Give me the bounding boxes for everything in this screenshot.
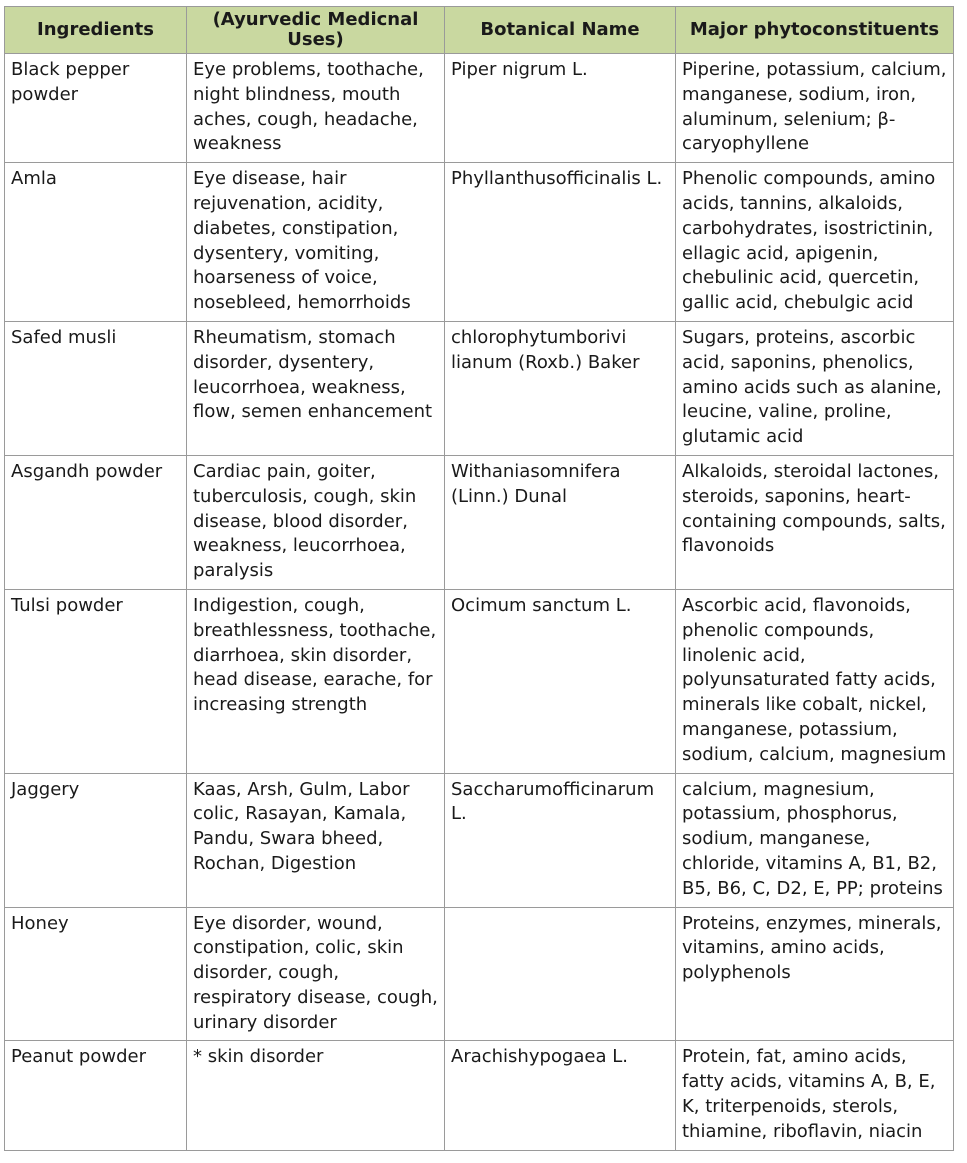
table-row: [5, 54, 954, 163]
cell-ingredient: Peanut powder: [5, 1041, 187, 1150]
cell-phytoconstituents: calcium, magnesium, potassium, phosphorus, sodium, manganese, chloride, vitamins A, B1, B2, B5, B6, C, D2, E, PP; proteins: [676, 773, 954, 907]
cell-phytoconstituents: Piperine, potassium, calcium, manganese, sodium, iron, aluminum, selenium; β-caryophyllene: [676, 54, 954, 163]
cell-botanical: Arachishypogaea L.: [445, 1041, 676, 1150]
table-row: [5, 907, 954, 1041]
header-botanical-name: Botanical Name: [445, 7, 676, 54]
cell-uses: * skin disorder: [187, 1041, 445, 1150]
cell-phytoconstituents: Ascorbic acid, flavonoids, phenolic compounds, linolenic acid, polyunsaturated fatty acids, minerals like cobalt, nickel, manganese, potassium, sodium, calcium, magnesium: [676, 589, 954, 773]
cell-uses: Kaas, Arsh, Gulm, Labor colic, Rasayan, Kamala, Pandu, Swara bheed, Rochan, Digestion: [187, 773, 445, 907]
cell-uses: Cardiac pain, goiter, tuberculosis, cough, skin disease, blood disorder, weakness, leucorrhoea, paralysis: [187, 455, 445, 589]
cell-ingredient: Tulsi powder: [5, 589, 187, 773]
table-row: [5, 321, 954, 455]
cell-botanical: chlorophytumborivi lianum (Roxb.) Baker: [445, 321, 676, 455]
cell-ingredient: Amla: [5, 163, 187, 322]
cell-botanical: Ocimum sanctum L.: [445, 589, 676, 773]
cell-botanical: Phyllanthusofficinalis L.: [445, 163, 676, 322]
cell-botanical: Saccharumofficinarum L.: [445, 773, 676, 907]
header-ingredients: Ingredients: [5, 7, 187, 54]
cell-phytoconstituents: Phenolic compounds, amino acids, tannins, alkaloids, carbohydrates, isostrictinin, ellagic acid, apigenin, chebulinic acid, quercetin, gallic acid, chebulgic acid: [676, 163, 954, 322]
table-row: [5, 773, 954, 907]
cell-phytoconstituents: Proteins, enzymes, minerals, vitamins, amino acids, polyphenols: [676, 907, 954, 1041]
header-phytoconstituents: Major phytoconstituents: [676, 7, 954, 54]
cell-phytoconstituents: Protein, fat, amino acids, fatty acids, vitamins A, B, E, K, triterpenoids, sterols, thiamine, riboflavin, niacin: [676, 1041, 954, 1150]
cell-uses: Eye disorder, wound, constipation, colic, skin disorder, cough, respiratory disease, cough, urinary disorder: [187, 907, 445, 1041]
cell-uses: Eye disease, hair rejuvenation, acidity, diabetes, constipation, dysentery, vomiting, hoarseness of voice, nosebleed, hemorrhoids: [187, 163, 445, 322]
ingredients-table: [4, 6, 954, 1151]
cell-ingredient: Black pepper powder: [5, 54, 187, 163]
cell-botanical: Withaniasomnifera (Linn.) Dunal: [445, 455, 676, 589]
cell-ingredient: Safed musli: [5, 321, 187, 455]
table-row: [5, 163, 954, 322]
cell-botanical: Piper nigrum L.: [445, 54, 676, 163]
header-row: [5, 7, 954, 54]
cell-uses: Eye problems, toothache, night blindness, mouth aches, cough, headache, weakness: [187, 54, 445, 163]
cell-phytoconstituents: Alkaloids, steroidal lactones, steroids, saponins, heart-containing compounds, salts, flavonoids: [676, 455, 954, 589]
cell-botanical: [445, 907, 676, 1041]
cell-ingredient: Honey: [5, 907, 187, 1041]
header-ayurvedic-uses: (Ayurvedic Medicnal Uses): [187, 7, 445, 54]
table-body: [5, 54, 954, 1151]
cell-uses: Indigestion, cough, breathlessness, toothache, diarrhoea, skin disorder, head disease, earache, for increasing strength: [187, 589, 445, 773]
table-header: [5, 7, 954, 54]
cell-phytoconstituents: Sugars, proteins, ascorbic acid, saponins, phenolics, amino acids such as alanine, leucine, valine, proline, glutamic acid: [676, 321, 954, 455]
cell-ingredient: Jaggery: [5, 773, 187, 907]
table-row: [5, 589, 954, 773]
cell-ingredient: Asgandh powder: [5, 455, 187, 589]
table-row: [5, 455, 954, 589]
table-row: [5, 1041, 954, 1150]
cell-uses: Rheumatism, stomach disorder, dysentery, leucorrhoea, weakness, flow, semen enhancement: [187, 321, 445, 455]
